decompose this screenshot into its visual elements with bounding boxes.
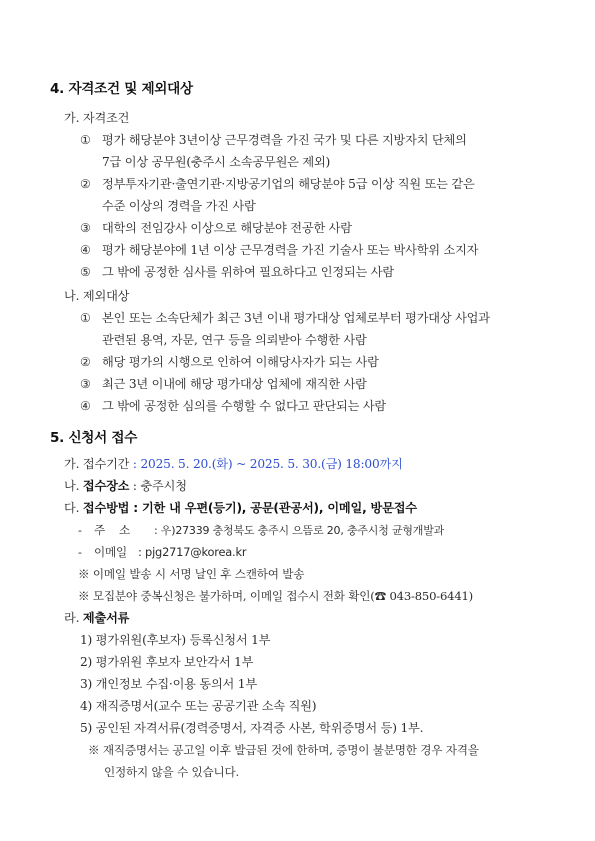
reception-method: 다. 접수방법 : 기한 내 우편(등기), 공문(관공서), 이메일, 방문접수 [64,501,417,515]
qualification-item-2: ② 정부투자기관·출연기관·지방공기업의 해당분야 5급 이상 직원 또는 같은 [80,177,475,191]
qualification-heading: 가. 자격조건 [64,111,130,125]
document-item-3: 3) 개인정보 수집·이용 동의서 1부 [80,677,257,691]
email-line: - 이메일 : pjg2717@korea.kr [78,545,247,559]
document-item-5: 5) 공인된 자격서류(경력증명서, 자격증 사본, 학위증명서 등) 1부. [80,721,424,735]
document-item-4: 4) 재직증명서(교수 또는 공공기관 소속 직원) [80,699,317,713]
employment-cert-note: ※ 재직증명서는 공고일 이후 발급된 것에 한하며, 증명이 불분명한 경우 자격을 [88,743,479,757]
qualification-item-1-cont: 7급 이상 공무원(충주시 소속공무원은 제외) [102,155,331,169]
qualification-item-5: ⑤ 그 밖에 공정한 심사를 위하여 필요하다고 인정되는 사람 [80,265,394,279]
qualification-item-4: ④ 평가 해당분야에 1년 이상 근무경력을 가진 기술사 또는 박사학위 소지자 [80,243,479,257]
exclusion-item-3: ③ 최근 3년 이내에 해당 평가대상 업체에 재직한 사람 [80,377,367,391]
reception-place: 나. 접수장소 : 충주시청 [64,479,187,493]
qualification-item-3: ③ 대학의 전임강사 이상으로 해당분야 전공한 사람 [80,221,352,235]
section-5-title: 5. 신청서 접수 [50,430,138,446]
section-4-title: 4. 자격조건 및 제외대상 [50,81,193,97]
exclusion-heading: 나. 제외대상 [64,289,130,303]
exclusion-item-1-cont: 관련된 용역, 자문, 연구 등을 의뢰받아 수행한 사람 [102,333,367,347]
address-line: - 주 소 : 우)27339 충청북도 충주시 으뜸로 20, 충주시청 균형개발과 [78,523,445,537]
duplicate-note: ※ 모집분야 중복신청은 불가하며, 이메일 접수시 전화 확인(☎ 043-850-6441) [78,589,473,603]
document-item-1: 1) 평가위원(후보자) 등록신청서 1부 [80,633,271,647]
documents-heading: 라. 제출서류 [64,611,130,625]
qualification-item-1: ① 평가 해당분야 3년이상 근무경력을 가진 국가 및 다른 지방자치 단체의 [80,133,467,147]
qualification-item-2-cont: 수준 이상의 경력을 가진 사람 [102,199,256,213]
exclusion-item-2: ② 해당 평가의 시행으로 인하여 이해당사자가 되는 사람 [80,355,379,369]
reception-period: 가. 접수기간 : 2025. 5. 20.(화) ~ 2025. 5. 30.(금) 18:00까지 [64,457,403,471]
email-note: ※ 이메일 발송 시 서명 날인 후 스캔하여 발송 [78,567,305,581]
employment-cert-note-cont: 인정하지 않을 수 있습니다. [104,765,239,779]
document-item-2: 2) 평가위원 후보자 보안각서 1부 [80,655,254,669]
exclusion-item-1: ① 본인 또는 소속단체가 최근 3년 이내 평가대상 업체로부터 평가대상 사업과 [80,311,490,325]
exclusion-item-4: ④ 그 밖에 공정한 심의를 수행할 수 없다고 판단되는 사람 [80,399,387,413]
